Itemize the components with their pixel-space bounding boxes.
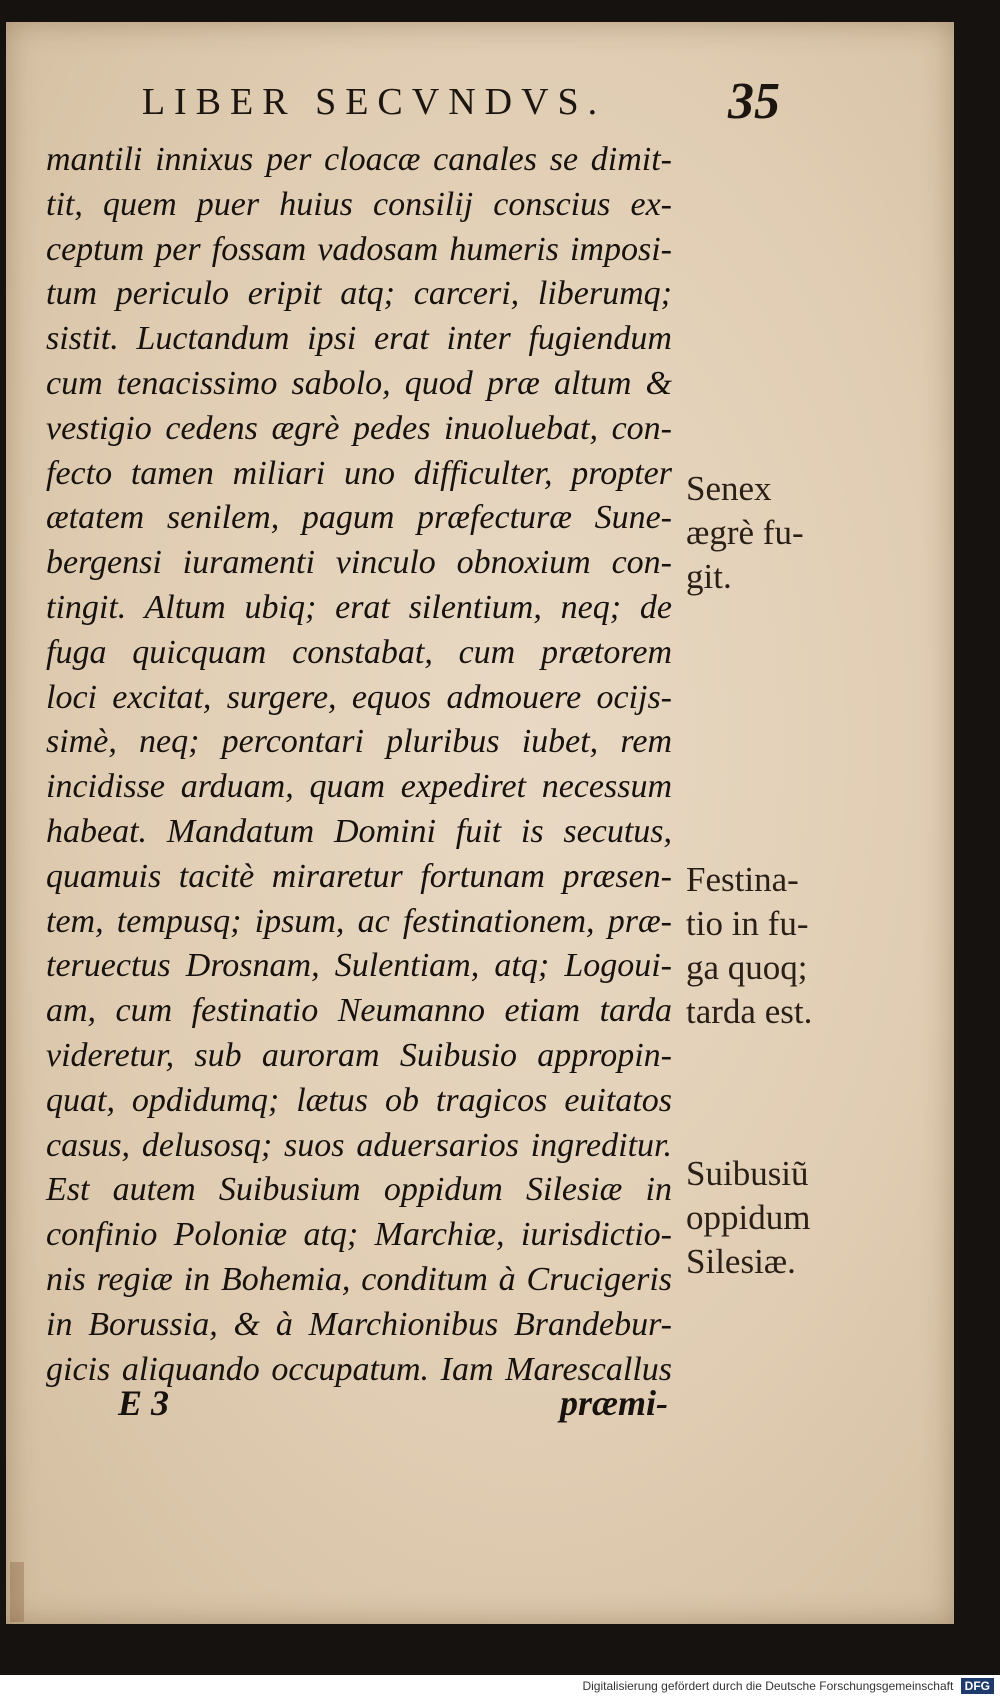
marginal-note-line: ga quoq;: [686, 948, 808, 987]
text-line: bergensi iuramenti vinculo obnoxium con-: [46, 544, 672, 582]
text-line: fecto tamen miliari uno difficulter, propter: [46, 454, 672, 492]
text-line: sistit. Luctandum ipsi erat inter fugiendum: [46, 320, 672, 358]
text-line: habeat. Mandatum Domini fuit is secutus,: [46, 812, 672, 850]
text-line: nis regiæ in Bohemia, conditum à Crucigeris: [46, 1260, 672, 1298]
marginal-note-line: Senex: [686, 469, 772, 508]
text-line: teruectus Drosnam, Sulentiam, atq; Logoui-: [46, 947, 672, 985]
text-line: ceptum per fossam vadosam humeris imposi-: [46, 230, 672, 268]
text-line: incidisse arduam, quam expediret necessum: [46, 768, 672, 806]
text-line: ætatem senilem, pagum præfecturæ Sune-: [46, 499, 672, 537]
marginal-note-3: [686, 1152, 810, 1284]
marginal-note-line: Silesiæ.: [686, 1242, 796, 1281]
marginal-note-line: tio in fu-: [686, 904, 809, 943]
marginal-note-1: [686, 467, 804, 599]
text-line: tingit. Altum ubiq; erat silentium, neq; de: [46, 588, 672, 626]
text-line: tem, tempusq; ipsum, ac festinationem, præ-: [46, 902, 672, 940]
text-line: in Borussia, & à Marchionibus Brandebur-: [46, 1305, 672, 1343]
marginal-note-line: Festina-: [686, 860, 799, 899]
text-line: fuga quicquam constabat, cum prætorem: [46, 633, 672, 671]
marginal-note-line: git.: [686, 557, 732, 596]
text-line: quamuis tacitè miraretur fortunam præsen-: [46, 857, 672, 895]
book-page: [6, 22, 954, 1624]
page-number: 35: [728, 73, 780, 130]
text-line: am, cum festinatio Neumanno etiam tarda: [46, 992, 672, 1030]
text-line: loci excitat, surgere, equos admouere ocijs-: [46, 678, 672, 716]
text-line: videretur, sub auroram Suibusio appropin-: [46, 1036, 672, 1074]
text-line: tit, quem puer huius consilij conscius ex-: [46, 185, 672, 223]
marginal-note-line: Suibusiũ: [686, 1154, 809, 1193]
page-edge-stain: [10, 1562, 24, 1622]
text-line: quat, opdidumq; lætus ob tragicos euitatos: [46, 1081, 672, 1119]
text-line: cum tenacissimo sabolo, quod præ altum &: [46, 364, 672, 402]
signature-mark: E 3: [118, 1383, 170, 1423]
marginal-note-line: tarda est.: [686, 992, 813, 1031]
marginal-note-line: oppidum: [686, 1198, 811, 1237]
text-line: confinio Poloniæ atq; Marchiæ, iurisdictio-: [46, 1216, 672, 1254]
marginal-note-2: [686, 858, 812, 1034]
text-line: casus, delusosq; suos aduersarios ingreditur.: [46, 1126, 672, 1164]
text-line: tum periculo eripit atq; carceri, liberumq;: [46, 275, 672, 313]
dfg-logo: DFG: [961, 1678, 994, 1694]
body-text: [46, 138, 672, 1392]
text-line: mantili innixus per cloacæ canales se dimit-: [46, 141, 672, 178]
digitization-footer: [0, 1675, 1000, 1697]
running-head: LIBER SECVNDVS.: [141, 81, 607, 123]
marginal-note-line: ægrè fu-: [686, 513, 804, 552]
text-line: vestigio cedens ægrè pedes inuoluebat, con-: [46, 409, 672, 447]
catchword: præmi-: [560, 1383, 668, 1423]
text-line: simè, neq; percontari pluribus iubet, rem: [46, 723, 672, 761]
text-line: gicis aliquando occupatum. Iam Marescallus: [46, 1350, 672, 1388]
text-line: Est autem Suibusium oppidum Silesiæ in: [46, 1171, 672, 1209]
footer-credit: Digitalisierung gefördert durch die Deutsche Forschungsgemeinschaft: [582, 1679, 954, 1693]
